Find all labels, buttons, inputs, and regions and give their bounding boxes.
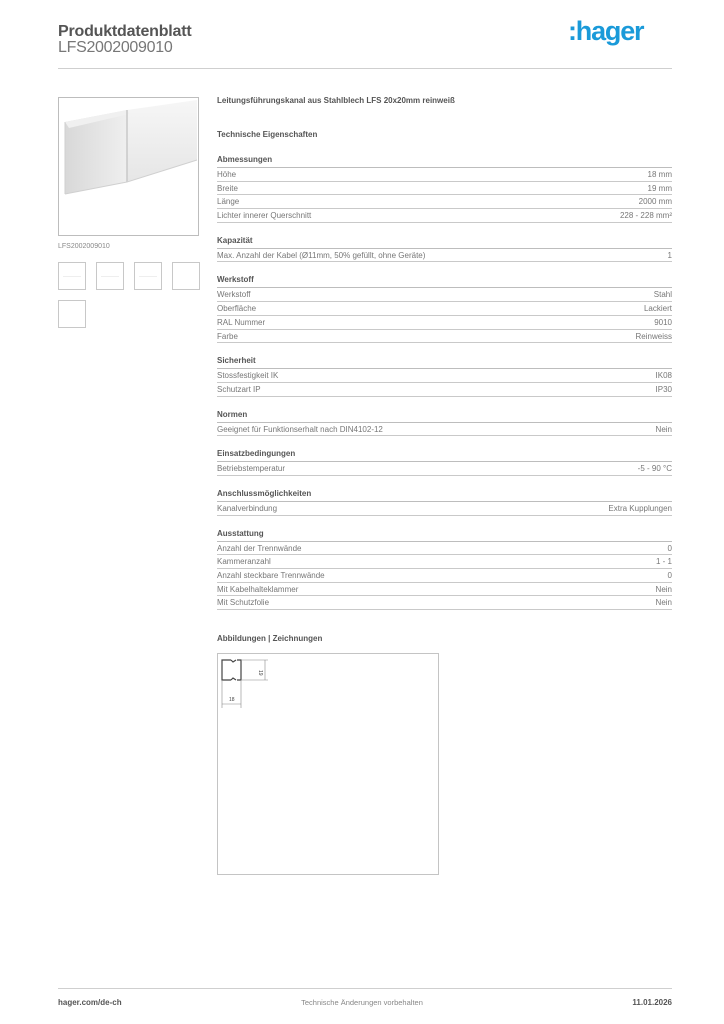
- spec-value: 9010: [654, 317, 672, 327]
- group-title: Abmessungen: [217, 155, 672, 168]
- spec-group-ausstattung: [217, 529, 672, 610]
- spec-row: [217, 569, 672, 583]
- spec-value: -5 - 90 °C: [637, 464, 672, 474]
- spec-value: Nein: [655, 584, 672, 594]
- product-code: LFS2002009010: [58, 39, 173, 56]
- spec-label: Anzahl steckbare Trennwände: [217, 571, 325, 580]
- spec-value: 0: [667, 571, 672, 580]
- spec-label: Kanalverbindung: [217, 503, 278, 513]
- spec-row: [217, 596, 672, 610]
- spec-row: [217, 316, 672, 330]
- cross-section-drawing-icon: [218, 654, 438, 874]
- spec-row: [217, 330, 672, 344]
- cable-duct-icon: [59, 98, 198, 235]
- document-title: Produktdatenblatt: [58, 23, 192, 40]
- spec-label: Breite: [217, 183, 238, 193]
- svg-text:18: 18: [229, 697, 235, 703]
- document-date: 11.01.2026: [632, 998, 672, 1007]
- spec-value: Nein: [655, 598, 672, 608]
- spec-row: [217, 542, 672, 556]
- spec-value: 1 - 1: [655, 557, 672, 567]
- spec-label: Kammeranzahl: [217, 557, 271, 567]
- spec-label: Farbe: [217, 331, 238, 341]
- footer-divider: [58, 988, 672, 989]
- spec-label: Länge: [217, 197, 240, 207]
- spec-row: [217, 383, 672, 397]
- drawings-title: Abbildungen | Zeichnungen: [217, 634, 323, 644]
- hager-logo: :hager: [568, 16, 644, 46]
- spec-row: [217, 168, 672, 182]
- spec-value: Extra Kupplungen: [608, 503, 672, 513]
- section-title: Technische Eigenschaften: [217, 130, 318, 139]
- spec-row: [217, 249, 672, 263]
- spec-row: [217, 288, 672, 302]
- thumbnail-1[interactable]: [58, 262, 86, 290]
- group-title: Einsatzbedingungen: [217, 449, 672, 462]
- spec-value: Nein: [655, 424, 672, 434]
- spec-label: Werkstoff: [217, 290, 251, 300]
- spec-group-anschlussmoeglichkeiten: [217, 489, 672, 516]
- website-link[interactable]: hager.com/de-ch: [58, 998, 122, 1007]
- spec-label: Mit Kabelhalteklammer: [217, 584, 299, 594]
- spec-row: [217, 423, 672, 437]
- product-name: Leitungsführungskanal aus Stahlblech LFS 20x20mm reinweiß: [217, 96, 455, 105]
- spec-value: 2000 mm: [638, 197, 672, 207]
- thumbnail-2[interactable]: [96, 262, 124, 290]
- spec-value: 1: [667, 250, 672, 260]
- spec-row: [217, 182, 672, 196]
- group-title: Anschlussmöglichkeiten: [217, 489, 672, 502]
- image-caption: LFS2002009010: [58, 243, 110, 250]
- spec-value: Lackiert: [643, 304, 672, 314]
- spec-group-werkstoff: [217, 275, 672, 343]
- header-divider: [58, 68, 672, 69]
- spec-group-sicherheit: [217, 356, 672, 396]
- svg-text:19: 19: [257, 670, 263, 676]
- thumbnail-4[interactable]: [172, 262, 200, 290]
- spec-group-abmessungen: [217, 155, 672, 223]
- spec-value: 18 mm: [647, 170, 672, 179]
- spec-label: Max. Anzahl der Kabel (Ø11mm, 50% gefüllt, ohne Geräte): [217, 250, 426, 260]
- spec-group-normen: [217, 410, 672, 437]
- spec-value: 19 mm: [647, 183, 672, 193]
- spec-value: IK08: [655, 371, 672, 381]
- spec-label: Höhe: [217, 170, 237, 179]
- spec-label: Stossfestigkeit IK: [217, 371, 279, 381]
- spec-value: 0: [667, 543, 672, 553]
- spec-row: [217, 369, 672, 383]
- spec-label: RAL Nummer: [217, 317, 266, 327]
- disclaimer: Technische Änderungen vorbehalten: [301, 998, 423, 1007]
- spec-label: Lichter innerer Querschnitt: [217, 211, 312, 221]
- spec-label: Geeignet für Funktionserhalt nach DIN4102-12: [217, 424, 383, 434]
- thumbnail-3[interactable]: [134, 262, 162, 290]
- product-image: [58, 97, 199, 236]
- spec-row: [217, 502, 672, 516]
- spec-row: [217, 555, 672, 569]
- group-title: Kapazität: [217, 236, 672, 249]
- spec-label: Betriebstemperatur: [217, 464, 286, 474]
- spec-content: [217, 96, 672, 646]
- group-title: Ausstattung: [217, 529, 672, 542]
- spec-value: Reinweiss: [635, 331, 672, 341]
- spec-group-einsatzbedingungen: [217, 449, 672, 476]
- technical-drawing: [217, 653, 439, 875]
- spec-row: [217, 583, 672, 597]
- spec-value: 228 - 228 mm²: [619, 211, 672, 221]
- group-title: Sicherheit: [217, 356, 672, 369]
- spec-label: Anzahl der Trennwände: [217, 543, 302, 553]
- spec-row: [217, 195, 672, 209]
- group-title: Werkstoff: [217, 275, 672, 288]
- spec-group-kapazitaet: [217, 236, 672, 263]
- spec-label: Mit Schutzfolie: [217, 598, 270, 608]
- spec-value: Stahl: [653, 290, 672, 300]
- spec-value: IP30: [655, 384, 672, 394]
- spec-label: Oberfläche: [217, 304, 257, 314]
- group-title: Normen: [217, 410, 672, 423]
- spec-label: Schutzart IP: [217, 384, 261, 394]
- spec-row: [217, 302, 672, 316]
- thumbnail-5[interactable]: [58, 300, 86, 328]
- spec-row: [217, 209, 672, 223]
- spec-row: [217, 462, 672, 476]
